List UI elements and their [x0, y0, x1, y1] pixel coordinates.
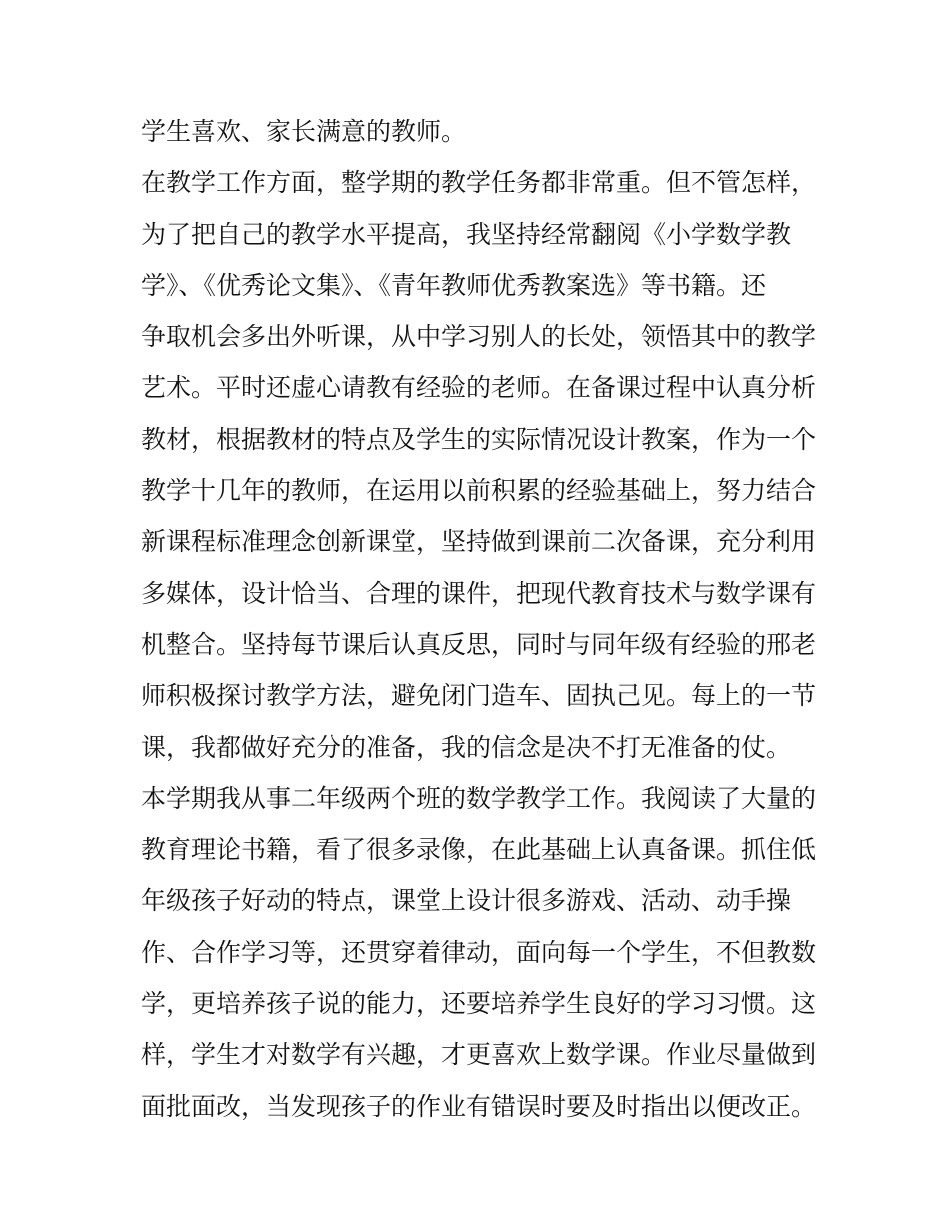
text-line: 教学十几年的教师，在运用以前积累的经验基础上，努力结合 — [141, 476, 817, 506]
text-line: 新课程标准理念创新课堂，坚持做到课前二次备课，充分利用 — [141, 527, 817, 557]
text-line: 机整合。坚持每节课后认真反思，同时与同年级有经验的邢老 — [141, 629, 817, 659]
text-line: 教材，根据教材的特点及学生的实际情况设计教案，作为一个 — [141, 424, 817, 454]
text-line: 样，学生才对数学有兴趣，才更喜欢上数学课。作业尽量做到 — [141, 1040, 817, 1070]
text-line: 艺术。平时还虚心请教有经验的老师。在备课过程中认真分析 — [141, 373, 817, 403]
text-line: 学，更培养孩子说的能力，还要培养学生良好的学习习惯。这 — [141, 989, 817, 1019]
text-line: 作、合作学习等，还贯穿着律动，面向每一个学生，不但教数 — [141, 937, 817, 967]
text-line: 年级孩子好动的特点，课堂上设计很多游戏、活动、动手操 — [141, 886, 792, 916]
text-line: 课，我都做好充分的准备，我的信念是决不打无准备的仗。 — [141, 732, 792, 762]
text-line: 在教学工作方面，整学期的教学任务都非常重。但不管怎样， — [141, 168, 817, 198]
document-body — [141, 106, 821, 1132]
text-line: 为了把自己的教学水平提高，我坚持经常翻阅《小学数学教 — [141, 219, 792, 249]
text-line: 多媒体，设计恰当、合理的课件，把现代教育技术与数学课有 — [141, 578, 817, 608]
text-line: 面批面改，当发现孩子的作业有错误时要及时指出以便改正。 — [141, 1091, 817, 1121]
text-line: 本学期我从事二年级两个班的数学教学工作。我阅读了大量的 — [141, 783, 817, 813]
text-line: 学生喜欢、家长满意的教师。 — [141, 117, 467, 146]
text-line: 争取机会多出外听课，从中学习别人的长处，领悟其中的教学 — [141, 322, 817, 352]
text-line: 师积极探讨教学方法，避免闭门造车、固执己见。每上的一节 — [141, 681, 817, 711]
text-line: 教育理论书籍，看了很多录像，在此基础上认真备课。抓住低 — [141, 835, 817, 865]
text-line: 学》、《优秀论文集》、《青年教师优秀教案选》等书籍。还 — [141, 270, 767, 300]
